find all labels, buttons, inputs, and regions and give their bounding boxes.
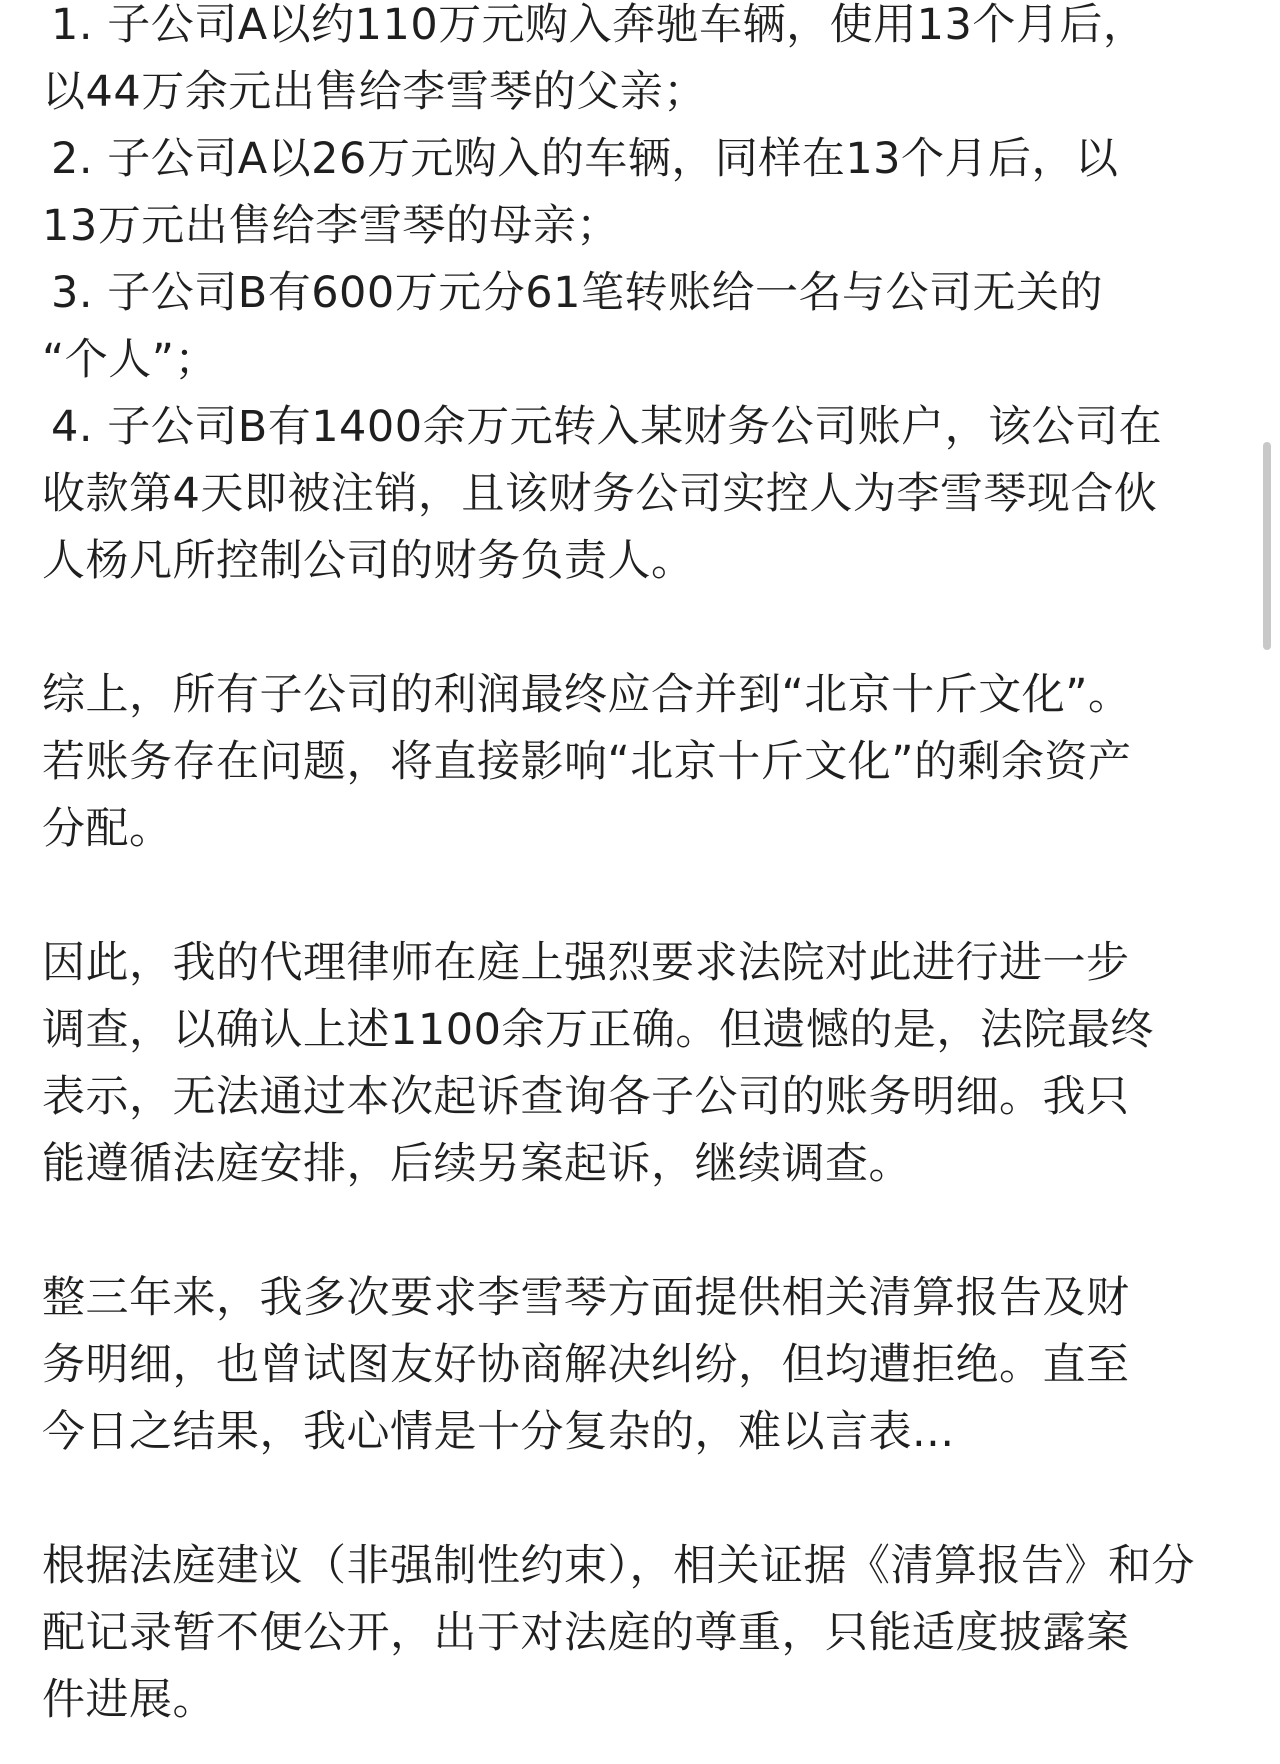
numbered-list bbox=[42, 0, 1242, 595]
paragraph-three-years bbox=[42, 1265, 1242, 1466]
paragraph-line: 根据法庭建议（非强制性约束），相关证据《清算报告》和分 bbox=[42, 1541, 1195, 1591]
paragraph-line: 若账务存在问题，将直接影响“北京十斤文化”的剩余资产 bbox=[42, 737, 1132, 787]
paragraph-line: 表示，无法通过本次起诉查询各子公司的账务明细。我只 bbox=[42, 1072, 1130, 1122]
list-item-line: 收款第4天即被注销，且该财务公司实控人为李雪琴现合伙 bbox=[42, 469, 1158, 519]
paragraph-disclosure bbox=[42, 1533, 1242, 1734]
list-item-line: 以44万余元出售给李雪琴的父亲； bbox=[42, 67, 707, 117]
paragraph-line: 调查，以确认上述1100余万正确。但遗憾的是，法院最终 bbox=[42, 1005, 1154, 1055]
paragraph-line: 分配。 bbox=[42, 804, 173, 854]
paragraph-line: 因此，我的代理律师在庭上强烈要求法院对此进行进一步 bbox=[42, 938, 1130, 988]
article-body bbox=[42, 0, 1242, 1734]
list-item-line: 13万元出售给李雪琴的母亲； bbox=[42, 201, 620, 251]
list-item-line: 4. 子公司B有1400余万元转入某财务公司账户，该公司在 bbox=[51, 402, 1163, 452]
paragraph-line: 能遵循法庭安排，后续另案起诉，继续调查。 bbox=[42, 1139, 912, 1189]
paragraph-line: 配记录暂不便公开，出于对法庭的尊重，只能适度披露案 bbox=[42, 1608, 1130, 1658]
list-item-line: 1. 子公司A以约110万元购入奔驰车辆，使用13个月后， bbox=[51, 0, 1147, 50]
list-item bbox=[42, 126, 1242, 260]
list-item bbox=[42, 260, 1242, 394]
list-item-line: “个人”； bbox=[42, 335, 219, 385]
paragraph-line: 今日之结果，我心情是十分复杂的，难以言表... bbox=[42, 1407, 955, 1457]
list-item bbox=[42, 0, 1242, 126]
paragraph-line: 综上，所有子公司的利润最终应合并到“北京十斤文化”。 bbox=[42, 670, 1132, 720]
list-item bbox=[42, 394, 1242, 595]
list-item-line: 人杨凡所控制公司的财务负责人。 bbox=[42, 536, 695, 586]
list-item-line: 2. 子公司A以26万元购入的车辆，同样在13个月后，以 bbox=[51, 134, 1119, 184]
paragraph-line: 务明细，也曾试图友好协商解决纠纷，但均遭拒绝。直至 bbox=[42, 1340, 1130, 1390]
paragraph-line: 件进展。 bbox=[42, 1675, 216, 1725]
paragraph-line: 整三年来，我多次要求李雪琴方面提供相关清算报告及财 bbox=[42, 1273, 1130, 1323]
vertical-scrollbar[interactable] bbox=[1263, 442, 1271, 650]
paragraph-summary bbox=[42, 662, 1242, 863]
list-item-line: 3. 子公司B有600万元分61笔转账给一名与公司无关的 bbox=[51, 268, 1103, 318]
paragraph-court-request bbox=[42, 930, 1242, 1198]
